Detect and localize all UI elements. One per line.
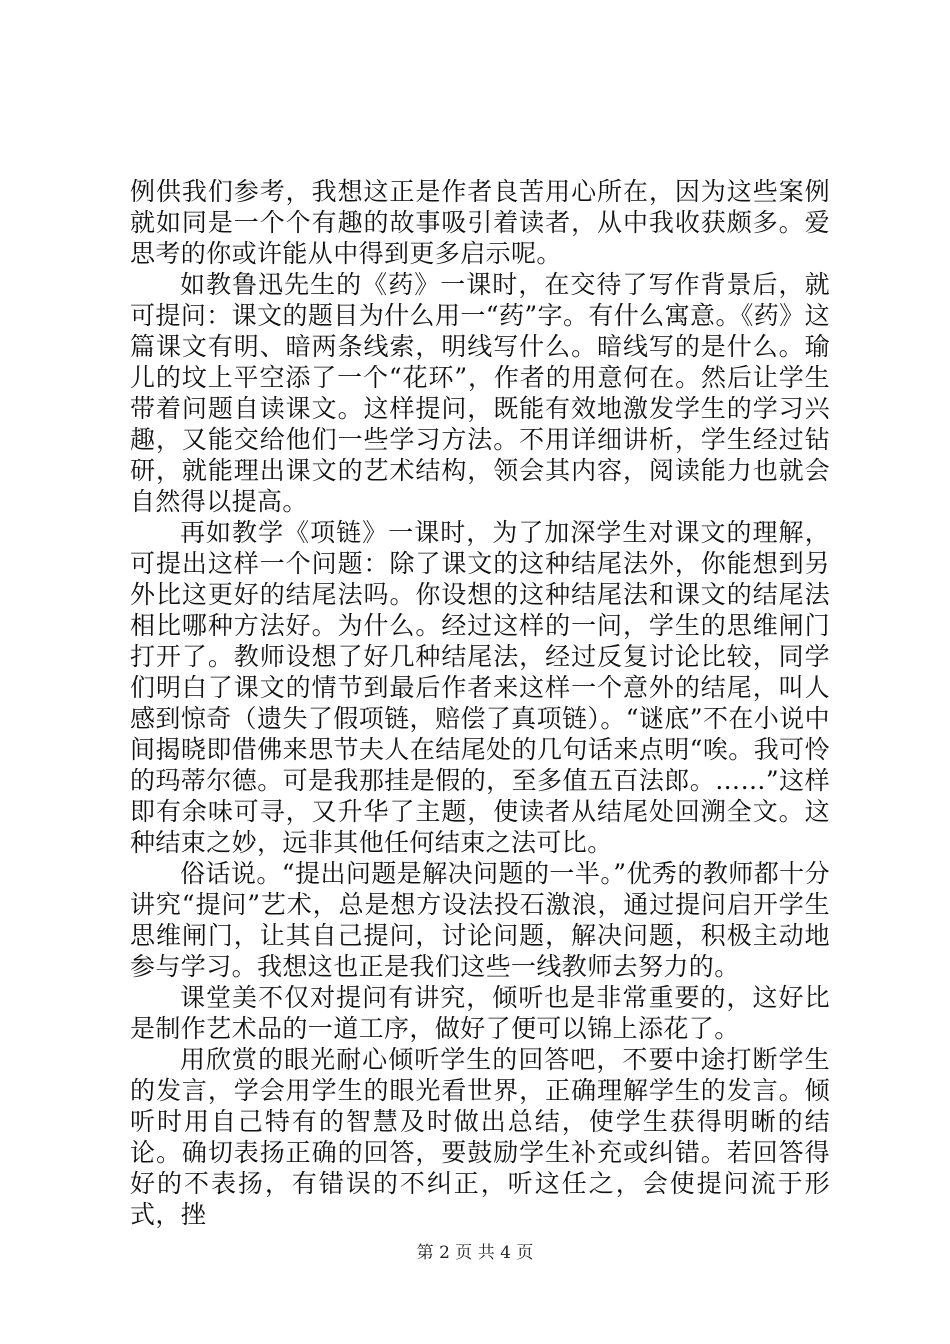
paragraph-1: 例供我们参考，我想这正是作者良苦用心所在，因为这些案例就如同是一个个有趣的故事吸引着读者，从中我收获颇多。爱思考的你或许能从中得到更多启示呢。 [130,177,830,268]
paragraph-2: 如教鲁迅先生的《药》一课时，在交待了写作背景后，就可提问：课文的题目为什么用一“药”字。有什么寓意。《药》这篇课文有明、暗两条线索，明线写什么。暗线写的是什么。瑜儿的坟上平空添了一个“花环”，作者的用意何在。然后让学生带着问题自读课文。这样提问，既能有效地激发学生的学习兴趣，又能交给他们一些学习方法。不用详细讲析，学生经过钻研，就能理出课文的艺术结构，领会其内容，阅读能力也就会自然得以提高。 [130,270,830,516]
document-body [130,176,830,1230]
paragraph-5: 课堂美不仅对提问有讲究，倾听也是非常重要的，这好比是制作艺术品的一道工序，做好了便可以锦上添花了。 [130,983,830,1043]
paragraph-6: 用欣赏的眼光耐心倾听学生的回答吧，不要中途打断学生的发言，学会用学生的眼光看世界，正确理解学生的发言。倾听时用自己特有的智慧及时做出总结，使学生获得明晰的结论。确切表扬正确的回答，要鼓励学生补充或纠错。若回答得好的不表扬，有错误的不纠正，听这任之，会使提问流于形式，挫 [130,1045,830,1229]
page-footer: 第 2 页 共 4 页 [416,1243,534,1263]
paragraph-4: 俗话说。“提出问题是解决问题的一半。”优秀的教师都十分讲究“提问”艺术，总是想方设法投石激浪，通过提问启开学生思维闸门，让其自己提问，讨论问题，解决问题，积极主动地参与学习。我想这也正是我们这些一线教师去努力的。 [130,859,830,981]
paragraph-3: 再如教学《项链》一课时，为了加深学生对课文的理解，可提出这样一个问题：除了课文的这种结尾法外，你能想到另外比这更好的结尾法吗。你设想的这种结尾法和课文的结尾法相比哪种方法好。为什么。经过这样的一问，学生的思维闸门打开了。教师设想了好几种结尾法，经过反复讨论比较，同学们明白了课文的情节到最后作者来这样一个意外的结尾，叫人感到惊奇（遗失了假项链，赔偿了真项链）。“谜底”不在小说中间揭晓即借佛来思节夫人在结尾处的几句话来点明“唉。我可怜的玛蒂尔德。可是我那挂是假的，至多值五百法郎。……”这样即有余味可寻，又升华了主题，使读者从结尾处回溯全文。这种结束之妙，远非其他任何结束之法可比。 [130,518,830,857]
